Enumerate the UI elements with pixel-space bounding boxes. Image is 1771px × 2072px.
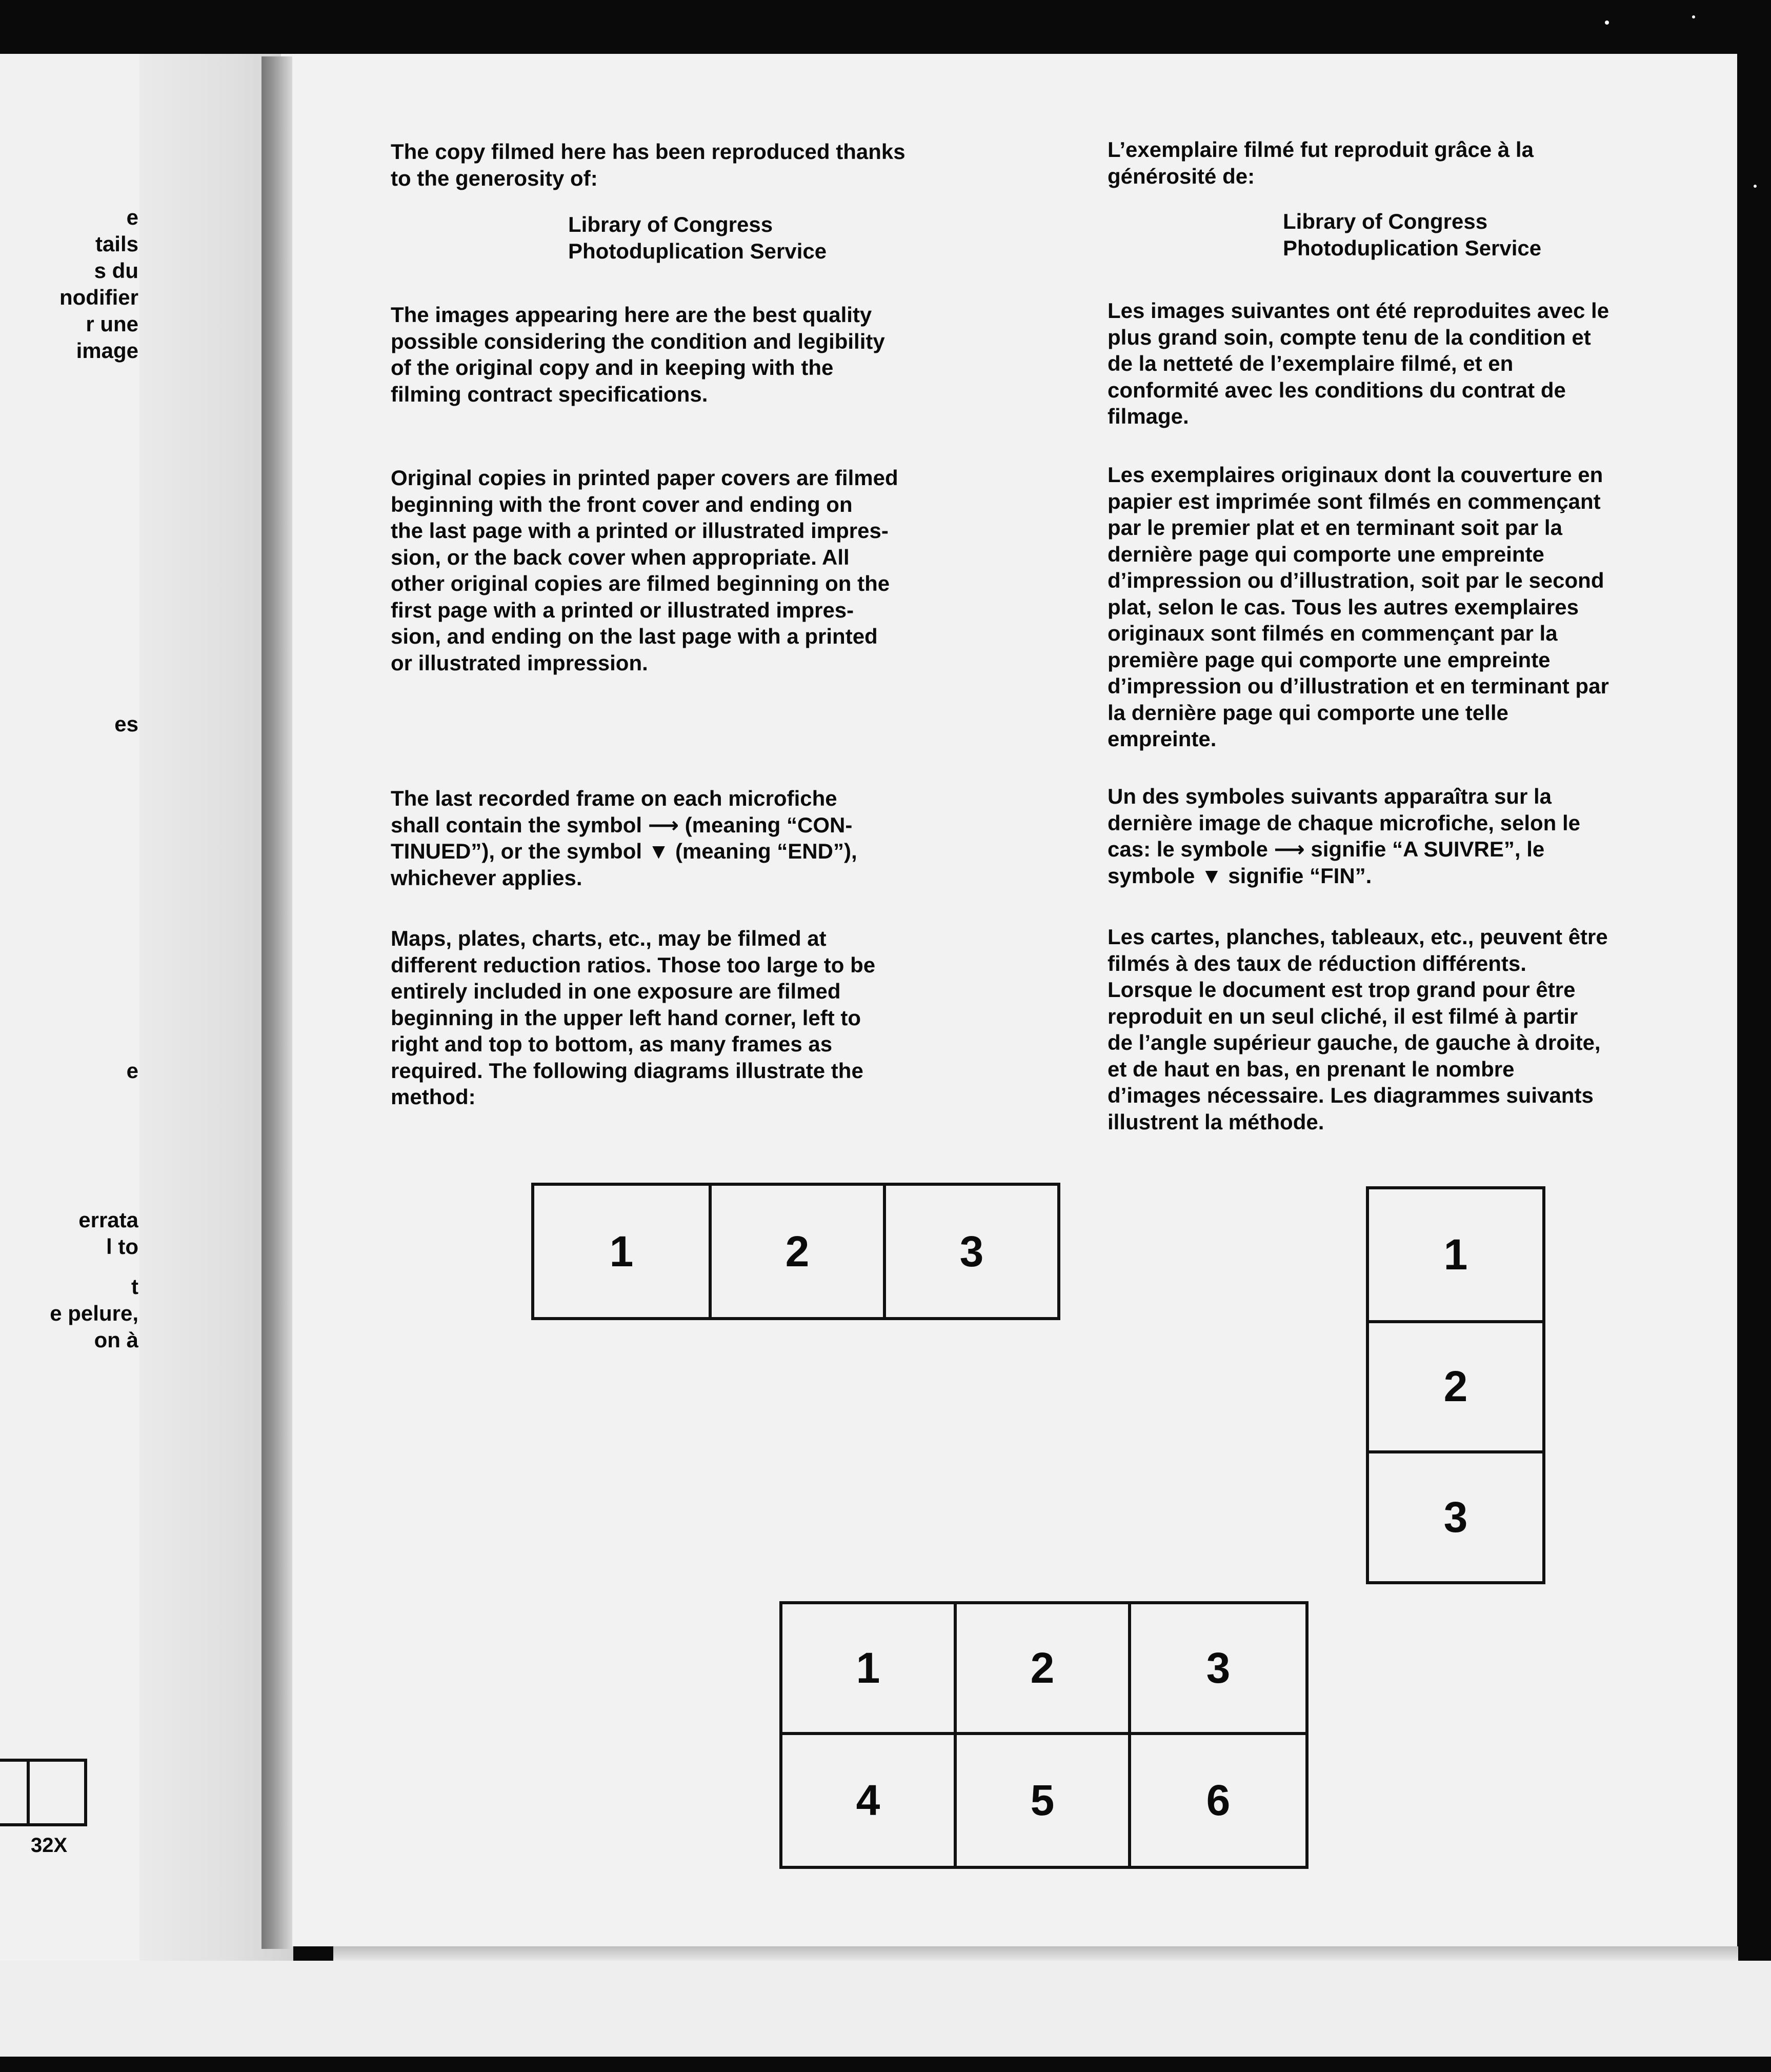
frame-cell: 6 bbox=[1206, 1776, 1231, 1824]
text-line: required. The following diagrams illustrate the bbox=[391, 1058, 863, 1083]
text-line: method: bbox=[391, 1085, 476, 1109]
french-originals bbox=[1108, 462, 1609, 752]
left-fragment-top bbox=[0, 204, 138, 364]
text-line: to the generosity of: bbox=[391, 166, 598, 190]
diagram-grid-frames bbox=[779, 1601, 1309, 1869]
text-line: dernière page qui comporte une empreinte bbox=[1108, 542, 1544, 566]
left-fragment-e: e bbox=[126, 1059, 138, 1083]
left-fragment-line: errata bbox=[78, 1208, 138, 1232]
page-edge-shadow bbox=[261, 56, 292, 1949]
text-line: par le premier plat et en terminant soit par la bbox=[1108, 515, 1562, 540]
text-line: empreinte. bbox=[1108, 727, 1217, 751]
text-line: Lorsque le document est trop grand pour être bbox=[1108, 978, 1576, 1002]
text-line: The last recorded frame on each microfiche bbox=[391, 786, 837, 810]
text-line: or illustrated impression. bbox=[391, 650, 648, 675]
left-fragment-line: s du bbox=[94, 258, 138, 283]
text-line: Un des symboles suivants apparaîtra sur la bbox=[1108, 784, 1552, 808]
frame-cell: 1 bbox=[1443, 1230, 1468, 1279]
frame-cell: 3 bbox=[1131, 1604, 1305, 1735]
french-source bbox=[1283, 208, 1541, 261]
text-line: L’exemplaire filmé fut reproduit grâce à la bbox=[1108, 137, 1534, 162]
left-fragment-line: l to bbox=[106, 1234, 138, 1259]
english-maps bbox=[391, 925, 875, 1110]
left-fragment-line: nodifier bbox=[59, 285, 138, 309]
text-line: symbole ▼ signifie “FIN”. bbox=[1108, 863, 1372, 888]
left-fragment-line: t bbox=[131, 1274, 138, 1299]
text-line: Les cartes, planches, tableaux, etc., peuvent être bbox=[1108, 925, 1608, 949]
left-fragment-line: tails bbox=[95, 232, 138, 256]
text-line: filmés à des taux de réduction différents. bbox=[1108, 951, 1526, 975]
diagram-vertical-frames bbox=[1366, 1186, 1545, 1584]
page-bottom-shadow bbox=[333, 1946, 1738, 1961]
lower-film-strip bbox=[0, 1961, 1771, 2063]
text-line: cas: le symbole ⟶ signifie “A SUIVRE”, le bbox=[1108, 837, 1545, 861]
french-maps bbox=[1108, 924, 1608, 1135]
text-line: conformité avec les conditions du contrat de bbox=[1108, 377, 1566, 402]
english-symbols bbox=[391, 785, 857, 891]
frame-cell: 1 bbox=[782, 1604, 957, 1735]
text-line: filming contract specifications. bbox=[391, 382, 708, 406]
text-line: et de haut en bas, en prenant le nombre bbox=[1108, 1057, 1515, 1081]
text-line: de la netteté de l’exemplaire filmé, et en bbox=[1108, 351, 1514, 375]
frame-cell: 3 bbox=[1369, 1450, 1542, 1581]
text-line: Library of Congress bbox=[1283, 209, 1488, 233]
text-line: of the original copy and in keeping with the bbox=[391, 355, 834, 380]
text-line: générosité de: bbox=[1108, 164, 1255, 188]
text-line: first page with a printed or illustrated impres- bbox=[391, 597, 854, 622]
frame-cell: 2 bbox=[709, 1186, 883, 1317]
text-line: The images appearing here are the best quality bbox=[391, 303, 872, 327]
text-line: Les exemplaires originaux dont la couverture en bbox=[1108, 463, 1603, 487]
text-line: entirely included in one exposure are filmed bbox=[391, 979, 841, 1003]
film-speck bbox=[1754, 185, 1757, 188]
text-line: right and top to bottom, as many frames as bbox=[391, 1032, 833, 1056]
text-line: the last page with a printed or illustrated impres- bbox=[391, 519, 889, 543]
left-fragment-es: es bbox=[114, 712, 138, 736]
left-fragment-bottom bbox=[0, 1207, 138, 1353]
film-speck bbox=[1605, 21, 1609, 25]
frame-cell: 5 bbox=[957, 1735, 1131, 1866]
text-line: plat, selon le cas. Tous les autres exemplaires bbox=[1108, 594, 1579, 619]
text-line: whichever applies. bbox=[391, 865, 582, 890]
text-line: plus grand soin, compte tenu de la condition et bbox=[1108, 325, 1591, 349]
frame-cell: 2 bbox=[957, 1604, 1131, 1735]
text-line: d’images nécessaire. Les diagrammes suivants bbox=[1108, 1083, 1594, 1107]
text-line: TINUED”), or the symbol ▼ (meaning “END”), bbox=[391, 839, 857, 863]
left-fragment-line: r une bbox=[86, 312, 138, 336]
english-intro bbox=[391, 138, 905, 191]
text-line: première page qui comporte une empreinte bbox=[1108, 647, 1551, 672]
text-line: filmage. bbox=[1108, 404, 1189, 428]
text-line: beginning in the upper left hand corner, left to bbox=[391, 1005, 861, 1030]
frame-cell: 2 bbox=[1369, 1320, 1542, 1451]
text-line: Photoduplication Service bbox=[568, 238, 827, 263]
text-line: Photoduplication Service bbox=[1283, 235, 1542, 260]
text-line: d’impression ou d’illustration et en terminant par bbox=[1108, 674, 1609, 698]
text-line: The copy filmed here has been reproduced thanks bbox=[391, 140, 905, 164]
left-fragment-line: e bbox=[126, 205, 138, 229]
text-line: de l’angle supérieur gauche, de gauche à droite, bbox=[1108, 1030, 1601, 1054]
left-fragment-line: on à bbox=[94, 1328, 138, 1352]
text-line: Library of Congress bbox=[568, 212, 773, 236]
text-line: other original copies are filmed beginning on the bbox=[391, 571, 890, 595]
text-line: papier est imprimée sont filmés en commençant bbox=[1108, 489, 1601, 513]
english-quality bbox=[391, 302, 885, 407]
text-line: reproduit en un seul cliché, il est filmé à partir bbox=[1108, 1004, 1578, 1028]
diagram-horizontal-frames bbox=[531, 1183, 1060, 1320]
film-bottom-edge bbox=[0, 2057, 1771, 2072]
left-fragment-line: image bbox=[76, 338, 138, 363]
text-line: Les images suivantes ont été reproduites avec le bbox=[1108, 298, 1609, 323]
text-line: Original copies in printed paper covers are filmed bbox=[391, 466, 898, 490]
resolution-target-divider bbox=[27, 1759, 30, 1826]
text-line: Maps, plates, charts, etc., may be filmed at bbox=[391, 926, 827, 950]
text-line: possible considering the condition and legibility bbox=[391, 329, 885, 353]
french-symbols bbox=[1108, 783, 1580, 889]
text-line: shall contain the symbol ⟶ (meaning “CON- bbox=[391, 812, 853, 837]
left-fragment-line: e pelure, bbox=[50, 1301, 138, 1325]
frame-cell: 1 bbox=[609, 1227, 634, 1276]
left-fragment-spacer bbox=[0, 1260, 138, 1273]
french-intro bbox=[1108, 136, 1534, 189]
text-line: d’impression ou d’illustration, soit par le second bbox=[1108, 568, 1604, 592]
film-speck bbox=[1692, 15, 1695, 18]
english-originals bbox=[391, 465, 898, 676]
english-source bbox=[568, 211, 827, 264]
text-line: sion, or the back cover when appropriate. All bbox=[391, 545, 850, 569]
text-line: illustrent la méthode. bbox=[1108, 1109, 1324, 1134]
resolution-target-box bbox=[0, 1759, 87, 1826]
text-line: sion, and ending on the last page with a printed bbox=[391, 624, 878, 648]
text-line: different reduction ratios. Those too large to be bbox=[391, 952, 876, 977]
text-line: beginning with the front cover and ending on bbox=[391, 492, 853, 516]
text-line: dernière image de chaque microfiche, selon le bbox=[1108, 810, 1580, 835]
frame-cell: 4 bbox=[782, 1735, 957, 1866]
frame-cell: 3 bbox=[883, 1186, 1057, 1317]
text-line: originaux sont filmés en commençant par la bbox=[1108, 621, 1558, 645]
text-line: la dernière page qui comporte une telle bbox=[1108, 700, 1508, 725]
resolution-label: 32X bbox=[31, 1834, 68, 1857]
french-quality bbox=[1108, 297, 1609, 430]
